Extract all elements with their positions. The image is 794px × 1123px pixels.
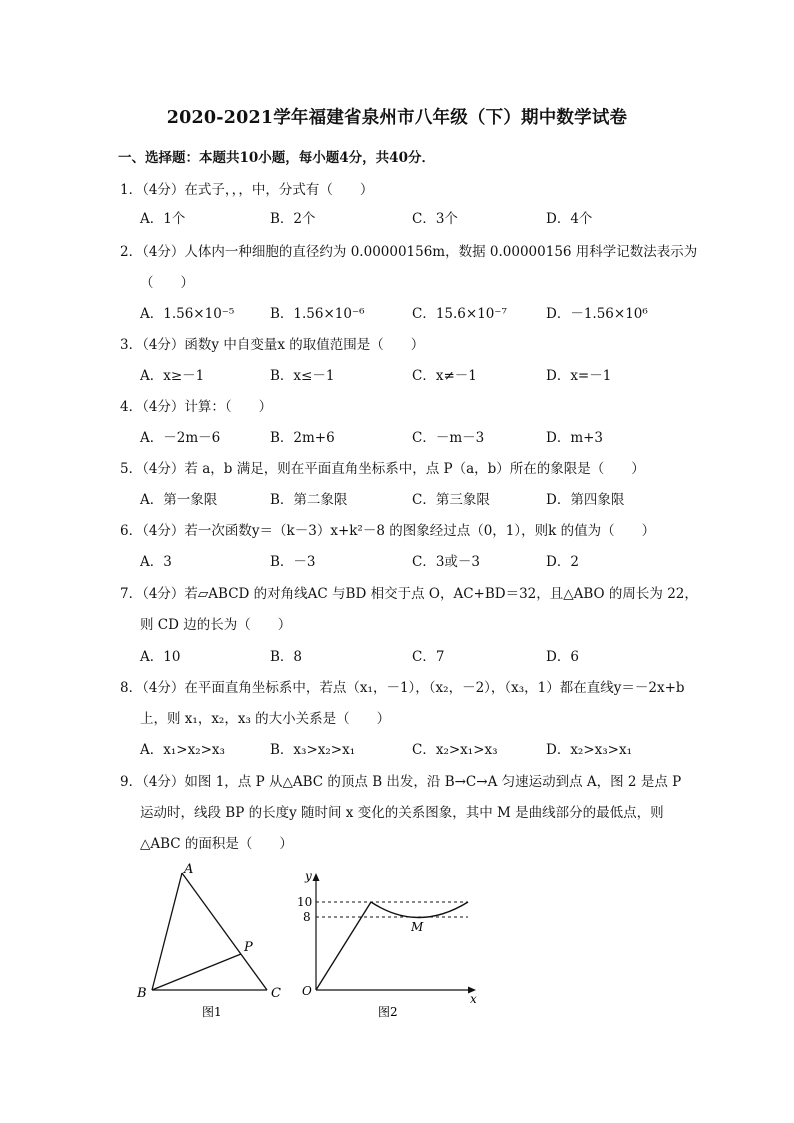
section-heading: 一、选择题：本题共10小题，每小题4分，共40分． — [118, 150, 435, 166]
option-c: C．x≠－1 — [412, 368, 477, 384]
figure-2-caption: 图2 — [378, 1005, 398, 1018]
question-6-options — [140, 550, 660, 570]
figure-1-triangle — [130, 858, 300, 1018]
question-6-text: 6．（4分）若一次函数y＝（k－3）x+k²－8 的图象经过点（0，1），则k 的值为（ ） — [120, 523, 656, 539]
option-b: B．x≤－1 — [270, 368, 335, 384]
option-d: D．2 — [546, 554, 579, 570]
x-axis-label: x — [470, 992, 477, 1006]
option-c: C．3个 — [412, 211, 458, 227]
graph-curve — [371, 902, 468, 918]
option-a: A．3 — [140, 554, 172, 570]
option-a: A．第一象限 — [140, 492, 218, 508]
option-b: B．－3 — [270, 554, 316, 570]
option-b: B．第二象限 — [270, 492, 348, 508]
option-b: B．x₃>x₂>x₁ — [270, 742, 356, 758]
question-8-options — [140, 738, 660, 758]
option-c: C．x₂>x₁>x₃ — [412, 742, 498, 758]
side-ab — [152, 873, 182, 990]
option-d: D．m+3 — [546, 430, 604, 446]
tick-label-10: 10 — [297, 895, 313, 909]
option-d: D．6 — [546, 649, 579, 665]
question-5-options — [140, 488, 660, 508]
option-d: D．x=－1 — [546, 368, 612, 384]
option-d: D．－1.56×10⁶ — [546, 306, 648, 322]
label-p: P — [244, 940, 253, 955]
figure-2-graph — [292, 858, 492, 1018]
option-c: C．第三象限 — [412, 492, 490, 508]
option-c: C．－m－3 — [412, 430, 485, 446]
point-m-label: M — [411, 920, 424, 934]
question-2-text-cont: （ ） — [140, 275, 194, 291]
question-2-options — [140, 302, 660, 322]
segment-bp — [152, 954, 241, 990]
question-8-text-cont: 上，则 x₁，x₂，x₃ 的大小关系是（ ） — [140, 711, 391, 727]
option-b: B．2m+6 — [270, 430, 335, 446]
question-1-text: 1．（4分）在式子，，，中，分式有（ ） — [120, 182, 374, 198]
option-a: A．－2m－6 — [140, 430, 221, 446]
option-a: A．1.56×10⁻⁵ — [140, 306, 235, 322]
question-7-text: 7．（4分）若▱ABCD 的对角线AC 与BD 相交于点 O，AC+BD＝32，且△ABO 的周长为 22， — [120, 586, 698, 602]
question-4-options — [140, 426, 660, 446]
option-b: B．1.56×10⁻⁶ — [270, 306, 365, 322]
option-a: A．x₁>x₂>x₃ — [140, 742, 225, 758]
label-b: B — [137, 986, 147, 1001]
question-9-text: 9．（4分）如图 1，点 P 从△ABC 的顶点 B 出发，沿 B→C→A 匀速运动到点 A，图 2 是点 P — [120, 774, 682, 790]
question-7-options — [140, 645, 660, 665]
question-1-options — [140, 207, 660, 227]
option-a: A．1个 — [140, 211, 186, 227]
y-axis-arrow — [313, 873, 320, 881]
option-d: D．x₂>x₃>x₁ — [546, 742, 633, 758]
option-d: D．第四象限 — [546, 492, 625, 508]
option-c: C．3或－3 — [412, 554, 481, 570]
graph-line-rise — [316, 902, 371, 990]
question-8-text: 8．（4分）在平面直角坐标系中，若点（x₁，－1），（x₂，－2），（x₃，1）都在直线y＝－2x+b — [120, 680, 685, 696]
y-axis-label: y — [305, 869, 312, 883]
question-2-text: 2．（4分）人体内一种细胞的直径约为 0.00000156m，数据 0.00000156 用科学记数法表示为 — [120, 244, 698, 260]
label-a: A — [184, 862, 194, 877]
option-a: A．x≥－1 — [140, 368, 205, 384]
tick-label-8: 8 — [303, 910, 311, 924]
option-b: B．8 — [270, 649, 303, 665]
question-9-text-cont-2: △ABC 的面积是（ ） — [140, 836, 293, 852]
exam-title: 2020-2021学年福建省泉州市八年级（下）期中数学试卷 — [166, 108, 628, 128]
question-5-text: 5．（4分）若 a，b 满足，则在平面直角坐标系中，点 P（a，b）所在的象限是（ ） — [120, 461, 645, 477]
origin-label: O — [302, 984, 312, 998]
option-d: D．4个 — [546, 211, 593, 227]
label-c: C — [271, 986, 281, 1001]
option-b: B．2个 — [270, 211, 316, 227]
question-4-text: 4．（4分）计算：（ ） — [120, 399, 273, 415]
question-7-text-cont: 则 CD 边的长为（ ） — [140, 617, 292, 633]
figure-1-caption: 图1 — [202, 1005, 222, 1018]
question-3-options — [140, 364, 660, 384]
option-c: C．15.6×10⁻⁷ — [412, 306, 507, 322]
question-3-text: 3．（4分）函数y 中自变量x 的取值范围是（ ） — [120, 337, 425, 353]
question-9-text-cont: 运动时，线段 BP 的长度y 随时间 x 变化的关系图象，其中 M 是曲线部分的最低点，则 — [140, 805, 664, 821]
option-a: A．10 — [140, 649, 181, 665]
option-c: C．7 — [412, 649, 445, 665]
